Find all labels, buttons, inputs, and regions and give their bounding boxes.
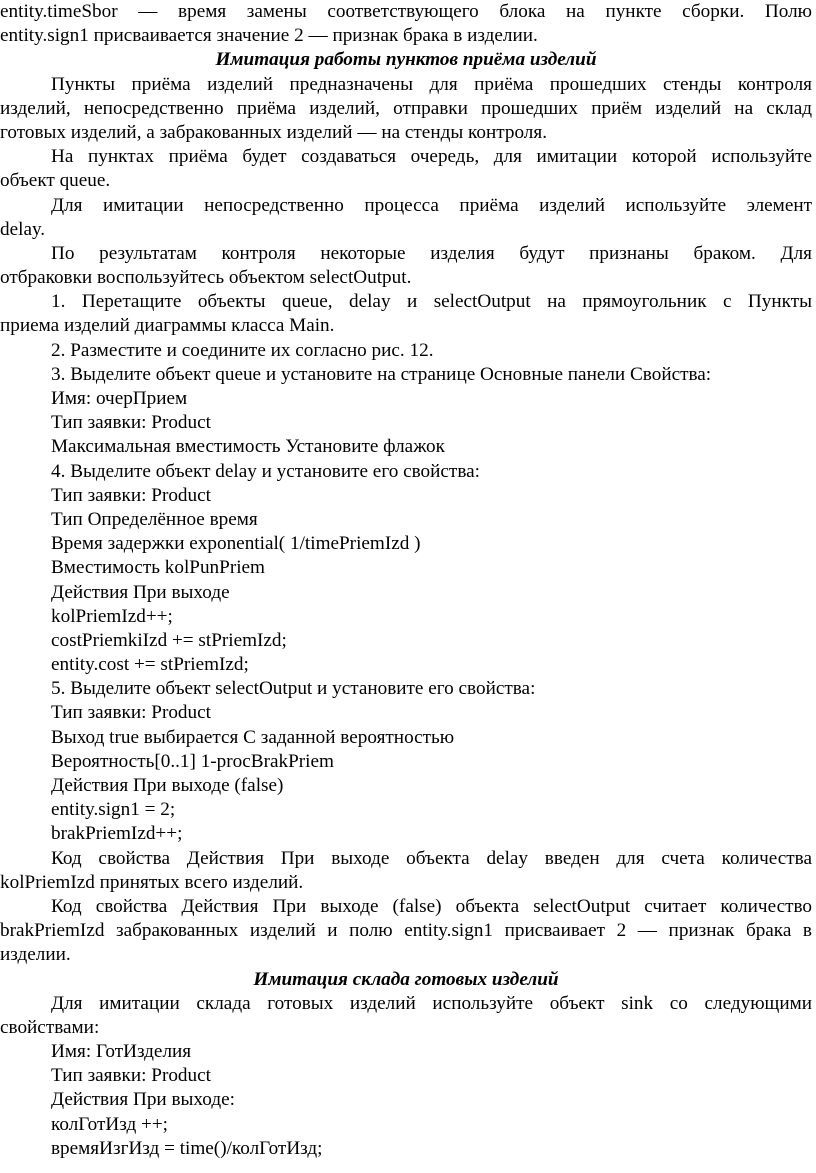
property-line: Действия При выходе: [51, 581, 230, 603]
step-line: 1. Перетащите объекты queue, delay и selectOutput на прямоугольник с Пункты: [51, 291, 812, 313]
step-line: 4. Выделите объект delay и установите его свойства:: [51, 460, 480, 482]
step-line: 2. Разместите и соедините их согласно рис. 12.: [51, 339, 434, 361]
paragraph-line: brakPriemIzd забракованных изделий и полю entity.sign1 присваивает 2 — признак брака в: [0, 920, 812, 942]
paragraph-line: отбраковки воспользуйтесь объектом selectOutput.: [0, 267, 412, 289]
property-line: Тип заявки: Product: [51, 412, 211, 434]
paragraph-line: изделий, непосредственно приёма изделий, отправки прошедших приём изделий на склад: [0, 97, 812, 119]
text-line: entity.sign1 присваивается значение 2 — признак брака в изделии.: [0, 25, 538, 47]
paragraph-line: Для имитации непосредственно процесса приёма изделий используйте элемент: [51, 194, 812, 216]
paragraph-line: изделии.: [0, 944, 71, 966]
property-line: Тип заявки: Product: [51, 1065, 211, 1087]
paragraph-line: kolPriemIzd принятых всего изделий.: [0, 871, 304, 893]
code-line: costPriemkiIzd += stPriemIzd;: [51, 629, 287, 651]
paragraph-line: На пунктах приёма будет создаваться очередь, для имитации которой используйте: [51, 146, 812, 168]
code-line: brakPriemIzd++;: [51, 823, 183, 845]
property-line: Действия При выходе:: [51, 1089, 235, 1111]
step-line: 3. Выделите объект queue и установите на странице Основные панели Свойства:: [51, 363, 712, 385]
paragraph-line: свойствами:: [0, 1016, 100, 1038]
property-line: Вероятность[0..1] 1-procBrakPriem: [51, 750, 334, 772]
paragraph-line: Для имитации склада готовых изделий используйте объект sink со следующими: [51, 992, 812, 1014]
property-line: Тип Определённое время: [51, 508, 258, 530]
paragraph-line: Код свойства Действия При выходе объекта delay введен для счета количества: [51, 847, 812, 869]
section-heading-sklad: Имитация склада готовых изделий: [253, 968, 559, 990]
step-line: приема изделий диаграммы класса Main.: [0, 315, 335, 337]
step-line: 5. Выделите объект selectOutput и установите его свойства:: [51, 678, 536, 700]
paragraph-line: Пункты приёма изделий предназначены для приёма прошедших стенды контроля: [51, 73, 812, 95]
property-line: Тип заявки: Product: [51, 702, 211, 724]
paragraph-line: Код свойства Действия При выходе (false) объекта selectOutput считает количество: [51, 895, 812, 917]
paragraph-line: готовых изделий, а забракованных изделий — на стенды контроля.: [0, 121, 548, 143]
code-line: времяИзгИзд = time()/колГотИзд;: [51, 1137, 323, 1159]
property-line: Действия При выходе (false): [51, 775, 284, 796]
property-line: Имя: очерПрием: [51, 388, 188, 409]
text-line: entity.timeSbor — время замены соответствующего блока на пункте сборки. Полю: [0, 1, 812, 22]
property-line: Тип заявки: Product: [51, 484, 211, 506]
paragraph-line: объект queue.: [0, 170, 111, 192]
property-line: Выход true выбирается С заданной вероятностью: [51, 726, 455, 748]
property-line: Максимальная вместимость Установите флажок: [51, 436, 445, 458]
property-line: Вместимость kolPunPriem: [51, 557, 265, 579]
code-line: колГотИзд ++;: [51, 1113, 169, 1135]
code-line: entity.sign1 = 2;: [51, 799, 176, 821]
property-line: Время задержки exponential( 1/timePriemIzd ): [51, 533, 421, 555]
code-line: entity.cost += stPriemIzd;: [51, 654, 249, 676]
property-line: Имя: ГотИзделия: [51, 1041, 192, 1063]
paragraph-line: По результатам контроля некоторые изделия будут признаны браком. Для: [51, 242, 812, 264]
code-line: kolPriemIzd++;: [51, 605, 173, 627]
paragraph-line: delay.: [0, 218, 46, 240]
section-heading-priem: Имитация работы пунктов приёма изделий: [215, 49, 597, 71]
